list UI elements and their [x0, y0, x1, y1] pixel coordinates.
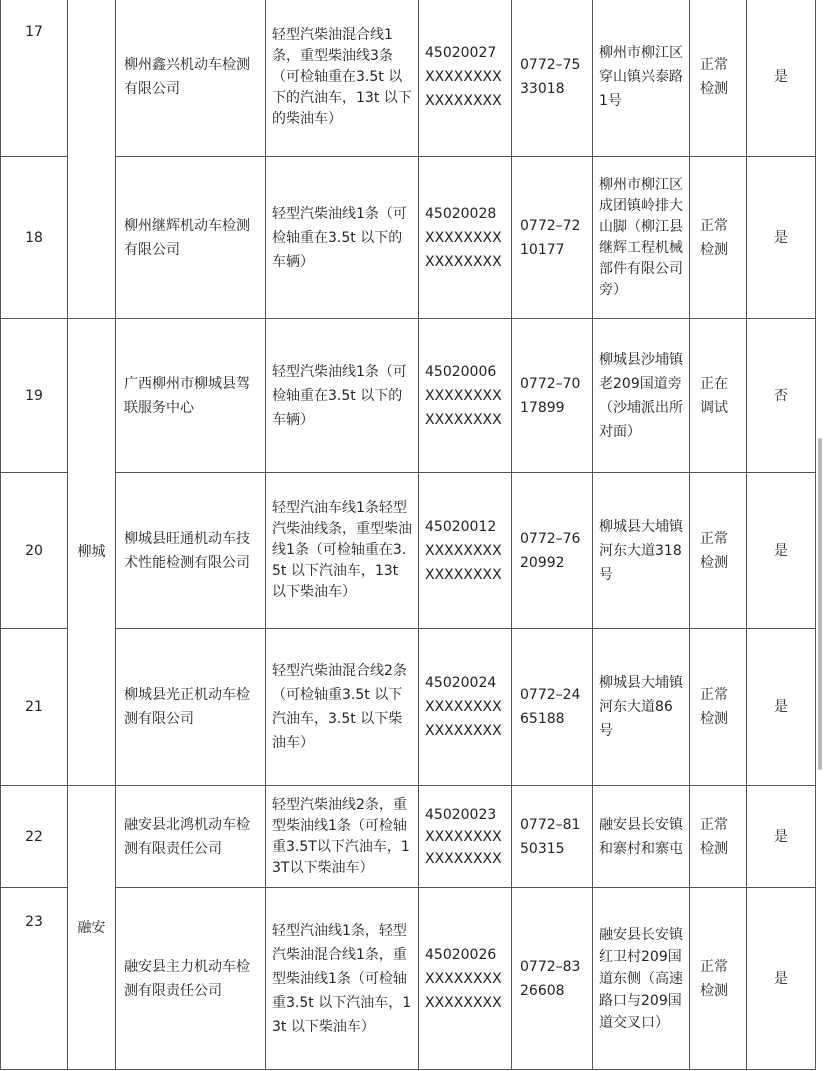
- company-name: 柳州继辉机动车检测有限公司: [116, 157, 266, 319]
- license-code: 45020023XXXXXXXXXXXXXXXX: [419, 786, 512, 888]
- inspection-lines: 轻型汽柴油线1条（可检轴重在3.5t 以下的车辆）: [266, 319, 419, 473]
- address: 柳城县大埔镇河东大道86号: [593, 629, 690, 786]
- address: 融安县长安镇红卫村209国道东侧（高速路口与209国道交叉口）: [593, 888, 690, 1070]
- phone-number: 0772–7017899: [512, 319, 593, 473]
- inspection-lines: 轻型汽油车线1条轻型汽柴油线条，重型柴油线1条（可检轴重在3.5t 以下汽油车，13t 以下柴油车）: [266, 473, 419, 629]
- table-row: [1, 786, 816, 888]
- company-name: 柳城县旺通机动车技术性能检测有限公司: [116, 473, 266, 629]
- table-row: [1, 319, 816, 473]
- flag-value: 是: [747, 786, 816, 888]
- license-code: 45020027XXXXXXXXXXXXXXXX: [419, 0, 512, 157]
- phone-number: 0772–8150315: [512, 786, 593, 888]
- region-label-liucheng: 柳城: [68, 319, 116, 786]
- table-row: [1, 629, 816, 786]
- table-row: [1, 0, 816, 157]
- phone-number: 0772–2465188: [512, 629, 593, 786]
- address: 柳州市柳江区成团镇岭排大山脚（柳江县继辉工程机械部件有限公司旁）: [593, 157, 690, 319]
- license-code: 45020028XXXXXXXXXXXXXXXX: [419, 157, 512, 319]
- status-text: 正常检测: [690, 786, 747, 888]
- flag-value: 否: [747, 319, 816, 473]
- phone-number: 0772–7210177: [512, 157, 593, 319]
- status-text: 正常检测: [690, 157, 747, 319]
- inspection-lines: 轻型汽柴油线2条，重型柴油线1条（可检轴重3.5T以下汽油车，13T以下柴油车）: [266, 786, 419, 888]
- row-number: 18: [1, 157, 68, 319]
- phone-number: 0772–7620992: [512, 473, 593, 629]
- vertical-scrollbar[interactable]: [818, 438, 822, 770]
- flag-value: 是: [747, 888, 816, 1070]
- company-name: 广西柳州市柳城县驾联服务中心: [116, 319, 266, 473]
- status-text: 正常检测: [690, 888, 747, 1070]
- address: 柳城县大埔镇河东大道318号: [593, 473, 690, 629]
- inspection-lines: 轻型汽柴油混合线1条，重型柴油线3条（可检轴重在3.5t 以下的汽油车，13t 以下的柴油车）: [266, 0, 419, 157]
- status-text: 正常检测: [690, 473, 747, 629]
- flag-value: 是: [747, 629, 816, 786]
- inspection-lines: 轻型汽油线1条，轻型汽柴油混合线1条，重型柴油线1条（可检轴重3.5t 以下汽油车，13t 以下柴油车）: [266, 888, 419, 1070]
- company-name: 融安县北鸿机动车检测有限责任公司: [116, 786, 266, 888]
- address: 融安县长安镇和寨村和寨屯: [593, 786, 690, 888]
- table-row: [1, 888, 816, 1070]
- license-code: 45020006XXXXXXXXXXXXXXXX: [419, 319, 512, 473]
- row-number: 19: [1, 319, 68, 473]
- row-number: 22: [1, 786, 68, 888]
- row-number: 20: [1, 473, 68, 629]
- inspection-lines: 轻型汽柴油混合线2条（可检轴重3.5t 以下汽油车，3.5t 以下柴油车）: [266, 629, 419, 786]
- license-code: 45020012XXXXXXXXXXXXXXXX: [419, 473, 512, 629]
- status-text: 正常检测: [690, 0, 747, 157]
- status-text: 正在调试: [690, 319, 747, 473]
- inspection-lines: 轻型汽柴油线1条（可检轴重在3.5t 以下的车辆）: [266, 157, 419, 319]
- flag-value: 是: [747, 0, 816, 157]
- phone-number: 0772–8326608: [512, 888, 593, 1070]
- table-row: [1, 157, 816, 319]
- flag-value: 是: [747, 473, 816, 629]
- address: 柳州市柳江区穿山镇兴泰路1号: [593, 0, 690, 157]
- license-code: 45020026XXXXXXXXXXXXXXXX: [419, 888, 512, 1070]
- row-number: 23: [1, 888, 68, 1070]
- company-name: 柳州鑫兴机动车检测有限公司: [116, 0, 266, 157]
- company-name: 融安县主力机动车检测有限责任公司: [116, 888, 266, 1070]
- region-label-rongan: 融安: [68, 786, 116, 1070]
- phone-number: 0772–7533018: [512, 0, 593, 157]
- status-text: 正常检测: [690, 629, 747, 786]
- flag-value: 是: [747, 157, 816, 319]
- company-name: 柳城县光正机动车检测有限公司: [116, 629, 266, 786]
- row-number: 17: [1, 0, 68, 157]
- address: 柳城县沙埔镇老209国道旁（沙埔派出所对面）: [593, 319, 690, 473]
- row-number: 21: [1, 629, 68, 786]
- table-row: [1, 473, 816, 629]
- region-cell: [68, 0, 116, 319]
- license-code: 45020024XXXXXXXXXXXXXXXX: [419, 629, 512, 786]
